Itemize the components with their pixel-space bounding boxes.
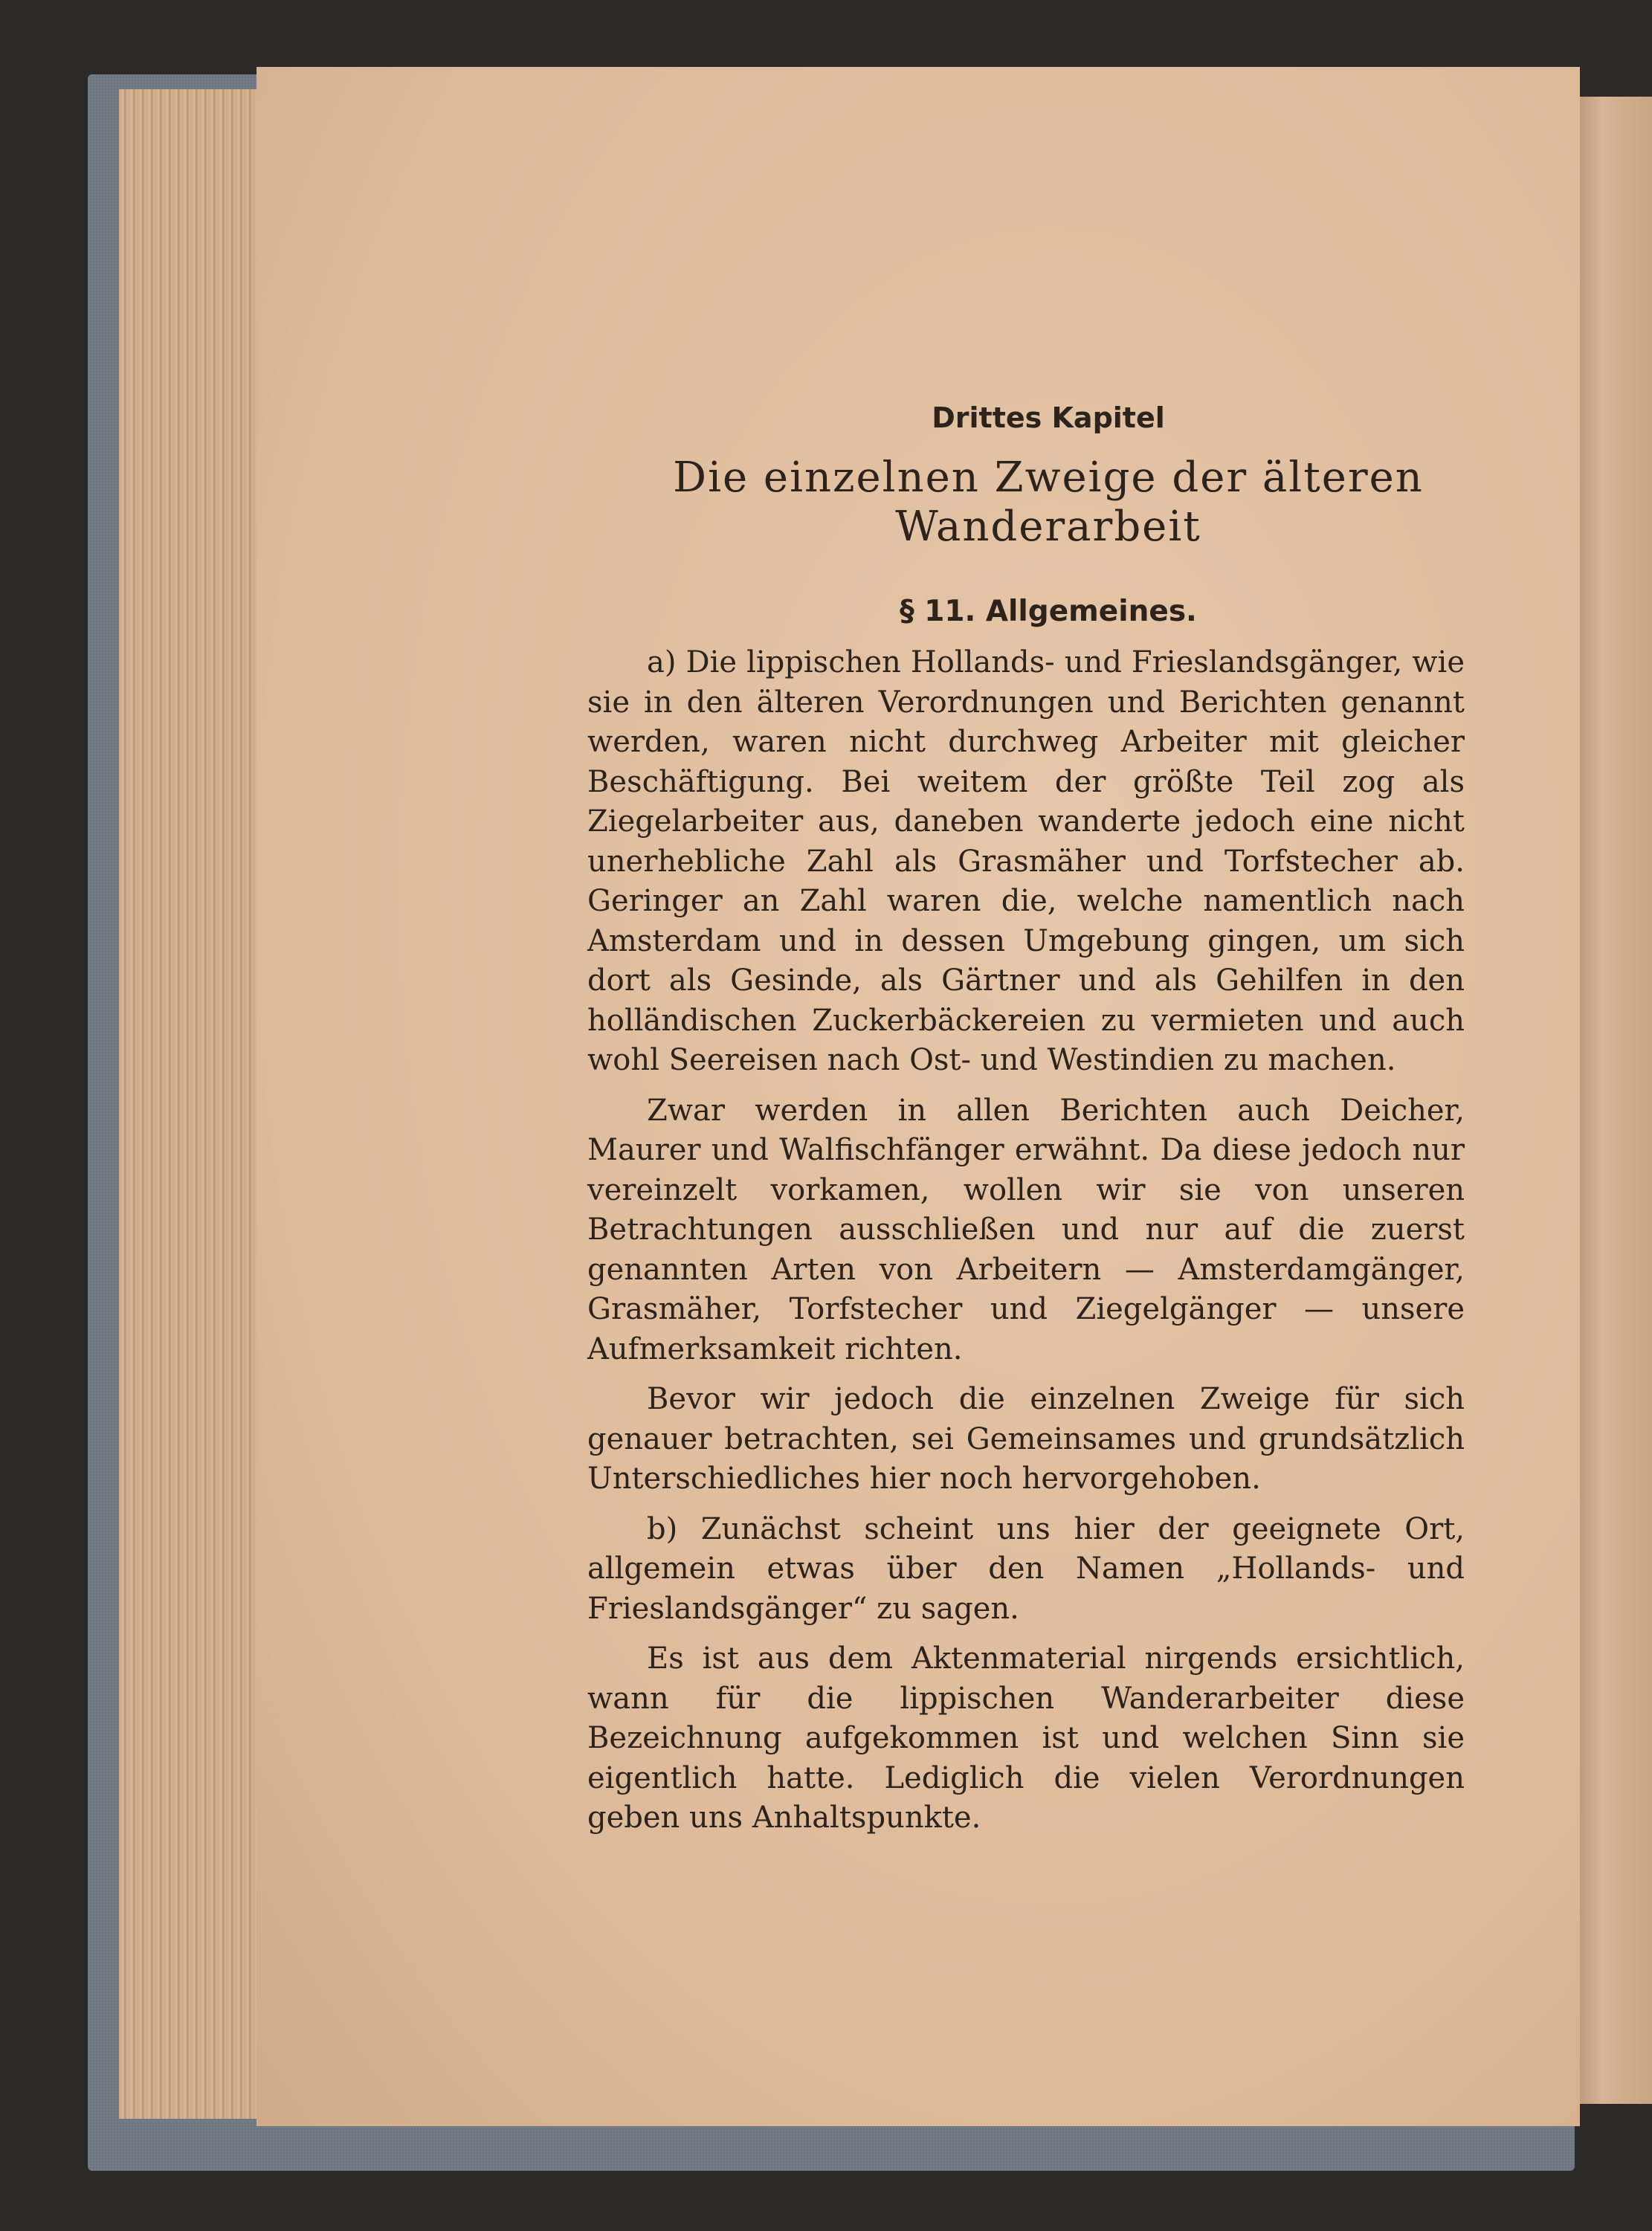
chapter-title [587,453,1465,552]
paragraph: a) Die lippischen Hollands- und Frieslandsgänger, wie sie in den älteren Verordnungen und Berichten genannt werden, waren nicht durchweg Arbeiter mit gleicher Beschäftigung. Bei weitem der größte Teil zog als Ziegelarbeiter aus, daneben wanderte jedoch eine nicht unerhebliche Zahl als Grasmäher und Torfstecher ab. Geringer an Zahl waren die, welche namentlich nach Amsterdam und in dessen Umgebung gingen, um sich dort als Gesinde, als Gärtner und als Gehilfen in den holländischen Zuckerbäckereien zu vermieten und auch wohl Seereisen nach Ost- und Westindien zu machen. [587,645,1465,1077]
chapter-label: Drittes Kapitel [932,401,1165,434]
chapter-title-line-2: Wanderarbeit [895,503,1201,551]
paragraph: Es ist aus dem Aktenmaterial nirgends ersichtlich, wann für die lippischen Wanderarbeiter diese Bezeichnung aufgekommen ist und welchen Sinn sie eigentlich hatte. Lediglich die vielen Verordnungen geben uns Anhaltspunkte. [587,1641,1465,1835]
paragraph: Bevor wir jedoch die einzelnen Zweige für sich genauer betrachten, sei Gemeinsames und grundsätzlich Unterschiedliches hier noch hervorgehoben. [587,1382,1465,1496]
chapter-title-line-1: Die einzelnen Zweige der älteren [673,453,1424,502]
paragraph: Zwar werden in allen Berichten auch Deicher, Maurer und Walfischfänger erwähnt. Da diese jedoch nur vereinzelt vorkamen, wollen wir sie von unseren Betrachtungen ausschließen und nur auf die zuerst genannten Arten von Arbeitern — Amsterdamgänger, Grasmäher, Torfstecher und Ziegelgänger — unsere Aufmerksamkeit richten. [587,1093,1465,1366]
facing-page-edge [1569,97,1652,2104]
page-text [587,401,1465,1849]
paragraph: b) Zunächst scheint uns hier der geeignete Ort, allgemein etwas über den Namen „Hollands- und Frieslandsgänger“ zu sagen. [587,1511,1465,1626]
section-heading: § 11. Allgemeines. [900,595,1197,628]
